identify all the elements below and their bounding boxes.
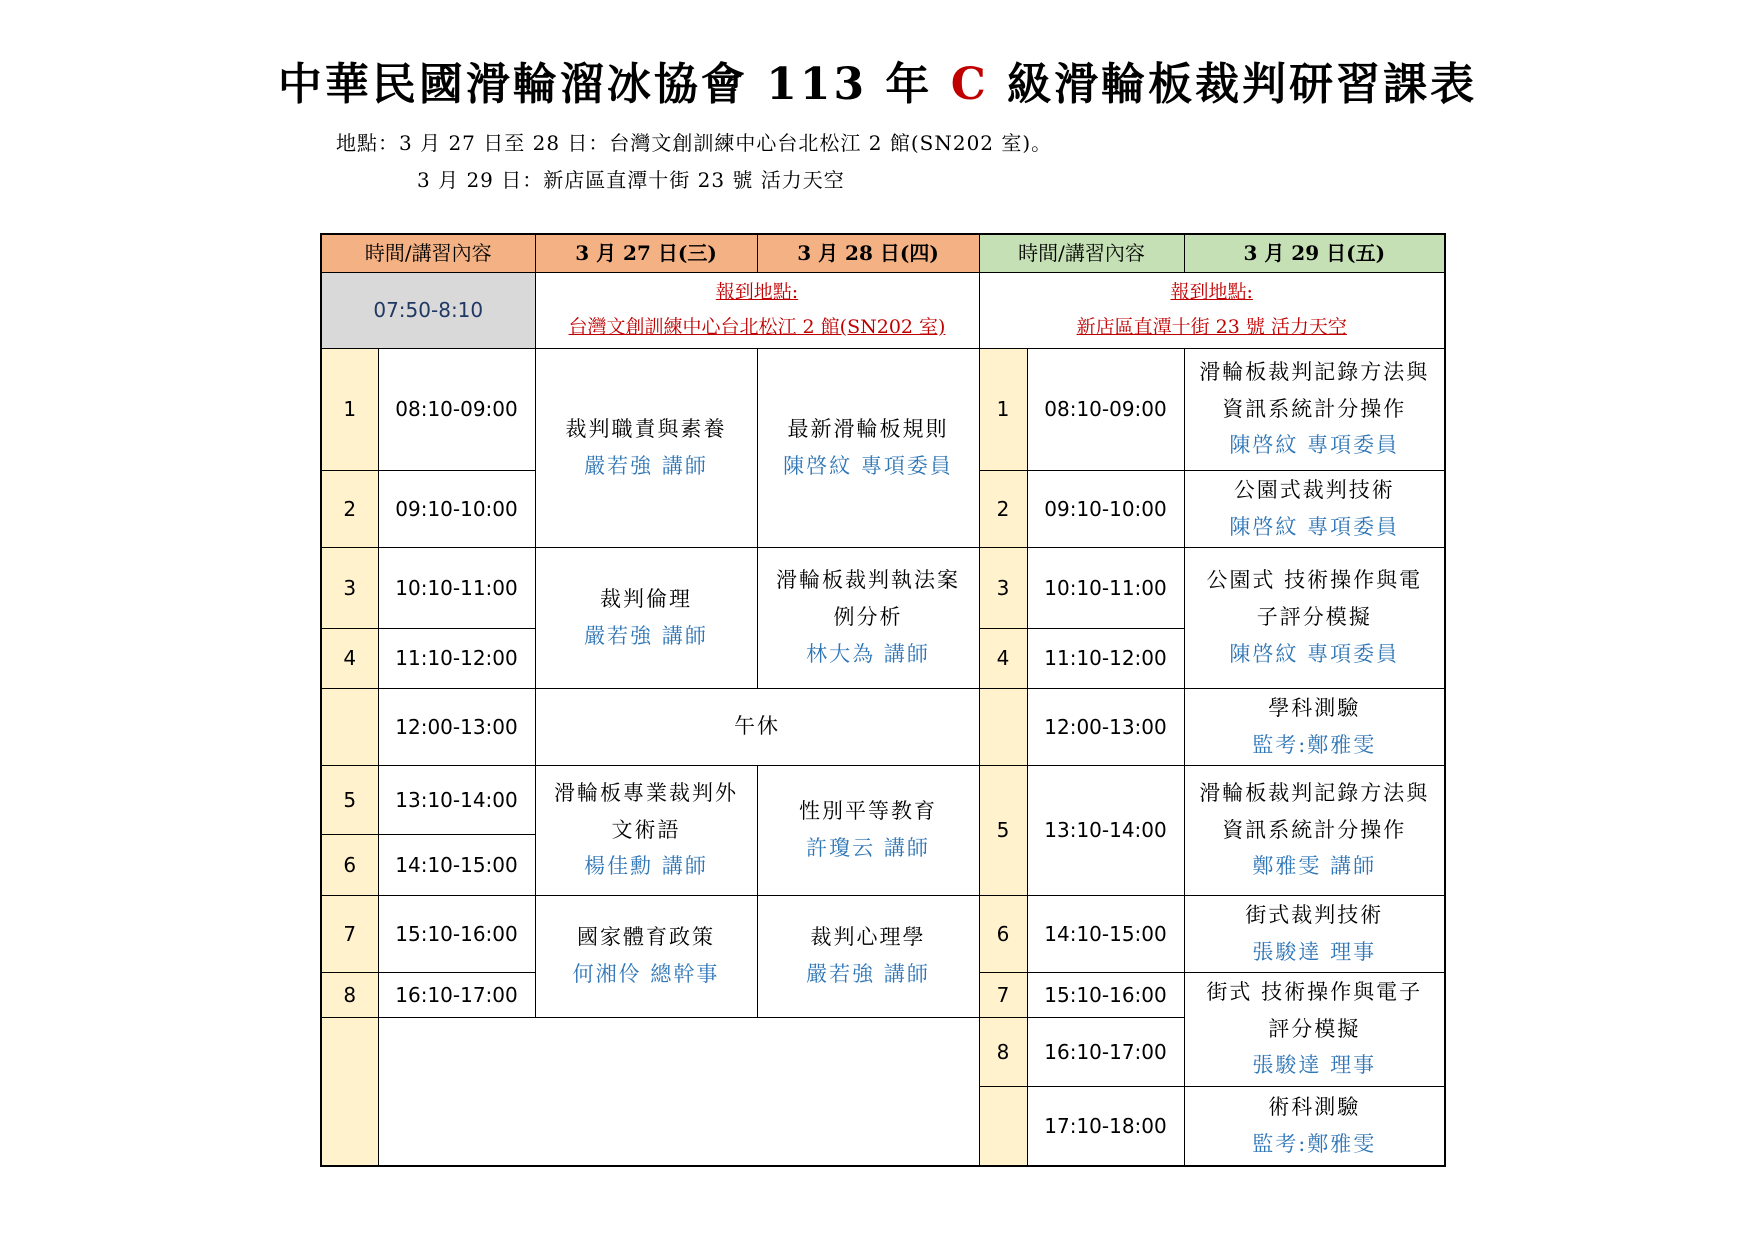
period-time: 14:10-15:00: [1027, 895, 1184, 972]
course-cell: [1184, 895, 1445, 972]
checkin-location-left: [535, 272, 979, 348]
schedule-table: [320, 233, 1446, 1167]
period-time: 09:10-10:00: [1027, 470, 1184, 547]
course-cell: [757, 895, 979, 1017]
period-number: [321, 1017, 378, 1166]
course-cell: [757, 348, 979, 547]
period-time: 15:10-16:00: [378, 895, 535, 972]
header-day-1: 3 月 27 日(三): [535, 234, 757, 272]
period-time: 15:10-16:00: [1027, 972, 1184, 1017]
course-cell: [535, 895, 757, 1017]
period-time: 12:00-13:00: [378, 688, 535, 765]
period-number: 4: [979, 628, 1027, 688]
course-cell: [1184, 1086, 1445, 1166]
period-number: 2: [321, 470, 378, 547]
period-number: 7: [979, 972, 1027, 1017]
checkin-place: 新店區直潭十街 23 號 活力天空: [1076, 316, 1347, 338]
period-number: 3: [321, 547, 378, 628]
course-teacher: 楊佳勳 講師: [584, 854, 708, 879]
course-cell: [1184, 547, 1445, 688]
period-number: [321, 688, 378, 765]
period-time: 10:10-11:00: [1027, 547, 1184, 628]
course-title: 資訊系統計分操作: [1222, 396, 1407, 421]
header-time-label-2: 時間/講習內容: [979, 234, 1184, 272]
checkin-time: 07:50-8:10: [321, 272, 535, 348]
period-time: 16:10-17:00: [1027, 1017, 1184, 1086]
period-number: 5: [321, 765, 378, 834]
course-title: 裁判心理學: [810, 925, 926, 950]
course-teacher: 張駿達 理事: [1252, 939, 1377, 964]
period-number: 4: [321, 628, 378, 688]
period-number: 3: [979, 547, 1027, 628]
course-teacher: 陳啓紋 專項委員: [1229, 641, 1400, 666]
period-number: 6: [979, 895, 1027, 972]
course-teacher: 鄭雅雯 講師: [1252, 854, 1377, 879]
checkin-place: 台灣文創訓練中心台北松江 2 館(SN202 室): [568, 316, 946, 338]
period-time: 11:10-12:00: [1027, 628, 1184, 688]
header-day-3: 3 月 29 日(五): [1184, 234, 1445, 272]
period-number: 6: [321, 834, 378, 895]
course-teacher: 陳啓紋 專項委員: [1229, 433, 1400, 458]
checkin-label: 報到地點:: [715, 280, 799, 303]
period-number: 1: [979, 348, 1027, 470]
course-teacher: 陳啓紋 專項委員: [1229, 514, 1400, 539]
course-teacher: 張駿達 理事: [1252, 1053, 1377, 1078]
checkin-label: 報到地點:: [1170, 280, 1253, 303]
period-number: 8: [979, 1017, 1027, 1086]
course-cell: [535, 348, 757, 547]
period-time: 13:10-14:00: [378, 765, 535, 834]
course-title: 子評分模擬: [1256, 605, 1372, 630]
course-title: 滑輪板專業裁判外: [554, 780, 738, 805]
course-cell: [1184, 348, 1445, 470]
period-time: 09:10-10:00: [378, 470, 535, 547]
course-teacher: 何湘伶 總幹事: [572, 962, 720, 986]
header-day-2: 3 月 28 日(四): [757, 234, 979, 272]
period-number: [979, 1086, 1027, 1166]
period-time: 14:10-15:00: [378, 834, 535, 895]
course-title: 國家體育政策: [577, 925, 715, 950]
course-cell: [535, 765, 757, 895]
course-title: 術科測驗: [1268, 1095, 1361, 1119]
period-time: 10:10-11:00: [378, 547, 535, 628]
course-title: 街式裁判技術: [1245, 902, 1384, 927]
course-title: 滑輪板裁判記錄方法與: [1199, 780, 1430, 805]
course-cell: [1184, 765, 1445, 895]
course-title: 公園式裁判技術: [1233, 477, 1395, 502]
location-line-2: 3 月 29 日：新店區直潭十街 23 號 活力天空: [417, 168, 845, 192]
period-number: 8: [321, 972, 378, 1017]
course-cell: [535, 547, 757, 688]
course-teacher: 陳啓紋 專項委員: [783, 453, 953, 478]
course-teacher: 監考:鄭雅雯: [1252, 1131, 1377, 1156]
course-cell: [757, 547, 979, 688]
location-line-1: 地點：3 月 27 日至 28 日：台灣文創訓練中心台北松江 2 館(SN202 室)。: [336, 131, 1053, 155]
course-title: 街式 技術操作與電子: [1206, 979, 1423, 1004]
course-title: 最新滑輪板規則: [787, 416, 949, 441]
period-number: 5: [979, 765, 1027, 895]
period-time: 12:00-13:00: [1027, 688, 1184, 765]
course-teacher: 監考:鄭雅雯: [1252, 732, 1377, 757]
header-time-label: 時間/講習內容: [321, 234, 535, 272]
course-title: 性別平等教育: [799, 799, 937, 824]
course-title: 例分析: [833, 605, 903, 630]
lunch-break: 午休: [535, 688, 979, 765]
course-title: 裁判職責與素養: [565, 416, 727, 441]
checkin-location-right: [979, 272, 1445, 348]
course-cell: [1184, 972, 1445, 1086]
course-title: 資訊系統計分操作: [1222, 817, 1407, 842]
empty-cell: [378, 1017, 979, 1166]
course-teacher: 林大為 講師: [806, 641, 930, 666]
period-time: 13:10-14:00: [1027, 765, 1184, 895]
page-title: 中華民國滑輪溜冰協會 113 年 C 級滑輪板裁判研習課表: [277, 59, 1478, 110]
period-time: 16:10-17:00: [378, 972, 535, 1017]
period-number: 1: [321, 348, 378, 470]
period-time: 08:10-09:00: [1027, 348, 1184, 470]
period-time: 17:10-18:00: [1027, 1086, 1184, 1166]
period-number: 2: [979, 470, 1027, 547]
course-title: 裁判倫理: [600, 586, 692, 611]
period-time: 08:10-09:00: [378, 348, 535, 470]
period-number: [979, 688, 1027, 765]
period-time: 11:10-12:00: [378, 628, 535, 688]
course-title: 學科測驗: [1268, 695, 1361, 720]
course-cell: [757, 765, 979, 895]
course-teacher: 嚴若強 講師: [584, 623, 708, 648]
course-teacher: 嚴若強 講師: [806, 962, 930, 986]
course-cell: [1184, 470, 1445, 547]
period-number: 7: [321, 895, 378, 972]
course-title: 文術語: [611, 817, 681, 842]
course-title: 滑輪板裁判記錄方法與: [1199, 359, 1430, 384]
course-teacher: 嚴若強 講師: [584, 453, 708, 478]
course-title: 公園式 技術操作與電: [1206, 568, 1423, 593]
course-title: 滑輪板裁判執法案: [776, 568, 960, 593]
course-teacher: 許瓊云 講師: [806, 836, 930, 860]
course-title: 評分模擬: [1268, 1016, 1361, 1041]
course-cell: [1184, 688, 1445, 765]
